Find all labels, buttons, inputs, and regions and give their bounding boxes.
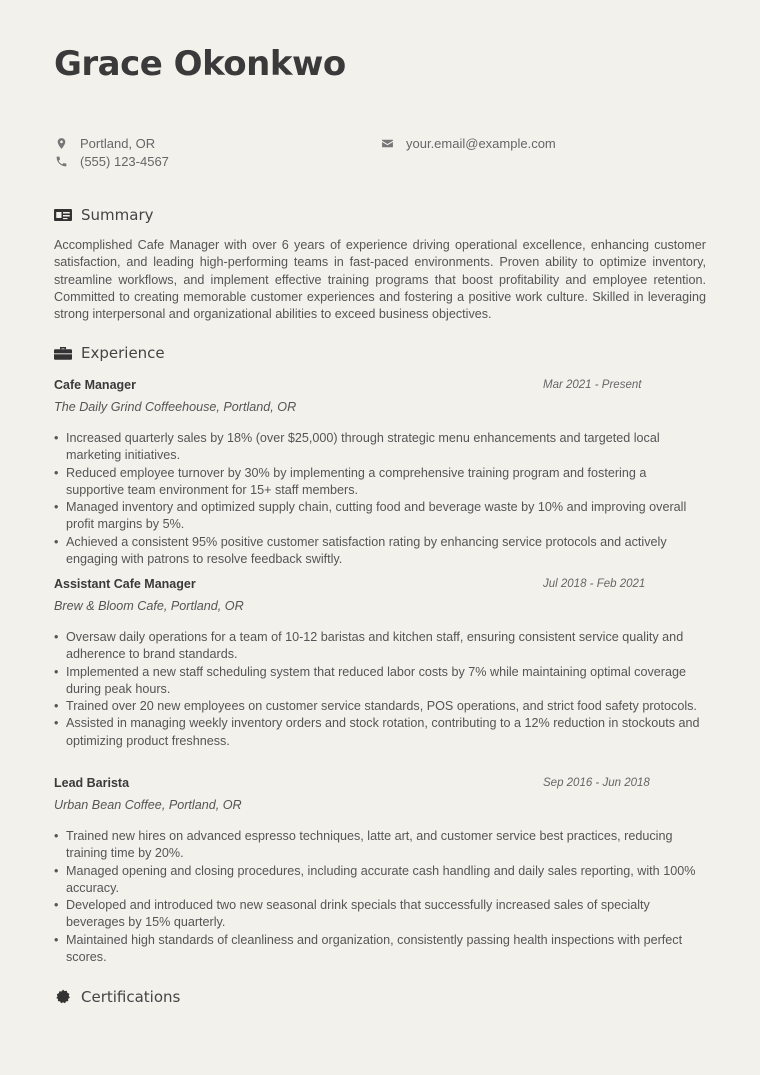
job-date: Jul 2018 - Feb 2021 xyxy=(543,578,646,590)
experience-heading xyxy=(54,344,165,362)
job-company: The Daily Grind Coffeehouse, Portland, OR xyxy=(54,400,297,414)
job-bullet: • Trained new hires on advanced espresso techniques, latte art, and customer service best practices, reducing training time by 20%. xyxy=(54,828,706,863)
location-text: Portland, OR xyxy=(80,135,156,151)
job-title: Cafe Manager xyxy=(54,378,136,392)
job-bullet: • Assisted in managing weekly inventory orders and stock rotation, contributing to a 12% reduction in stockouts and optimizing product freshness. xyxy=(54,715,706,750)
job-date: Sep 2016 - Jun 2018 xyxy=(543,777,650,789)
job-bullets xyxy=(54,430,706,568)
job-title: Lead Barista xyxy=(54,776,130,790)
job-company: Urban Bean Coffee, Portland, OR xyxy=(54,798,242,812)
id-card-icon xyxy=(54,207,72,223)
contact-location xyxy=(54,134,155,152)
envelope-icon xyxy=(380,136,394,150)
briefcase-icon xyxy=(54,345,72,361)
contact-phone xyxy=(54,152,169,170)
phone-text: (555) 123-4567 xyxy=(80,153,169,169)
job-date: Mar 2021 - Present xyxy=(543,379,642,391)
map-pin-icon xyxy=(54,136,68,150)
summary-title: Summary xyxy=(81,206,154,224)
certifications-title: Certifications xyxy=(81,988,181,1006)
summary-heading xyxy=(54,206,154,224)
job-bullet: • Increased quarterly sales by 18% (over $25,000) through strategic menu enhancements and targeted local marketing initiatives. xyxy=(54,430,706,465)
candidate-name: Grace Okonkwo xyxy=(54,44,346,84)
job-bullet: • Managed inventory and optimized supply chain, cutting food and beverage waste by 10% and improving overall profit margins by 5%. xyxy=(54,499,706,534)
contact-email xyxy=(380,134,556,152)
phone-icon xyxy=(54,154,68,168)
job-bullets xyxy=(54,828,706,966)
job-bullet: • Managed opening and closing procedures, including accurate cash handling and daily sales reporting, with 100% accuracy. xyxy=(54,863,706,898)
job-bullet: • Trained over 20 new employees on customer service standards, POS operations, and strict food safety protocols. xyxy=(54,698,706,715)
job-bullet: • Oversaw daily operations for a team of 10-12 baristas and kitchen staff, ensuring consistent service quality and adherence to brand standards. xyxy=(54,629,706,664)
badge-icon xyxy=(54,989,72,1005)
job-title: Assistant Cafe Manager xyxy=(54,577,196,591)
experience-title: Experience xyxy=(81,344,165,362)
job-bullet: • Reduced employee turnover by 30% by implementing a comprehensive training program and fostering a supportive team environment for 15+ staff members. xyxy=(54,465,706,500)
job-bullet: • Maintained high standards of cleanliness and organization, consistently passing health inspections with perfect scores. xyxy=(54,932,706,967)
job-company: Brew & Bloom Cafe, Portland, OR xyxy=(54,599,244,613)
email-link[interactable]: your.email@example.com xyxy=(406,135,556,151)
job-bullet: • Developed and introduced two new seasonal drink specials that successfully increased sales of specialty beverages by 15% quarterly. xyxy=(54,897,706,932)
certifications-heading xyxy=(54,988,180,1006)
job-bullet: • Implemented a new staff scheduling system that reduced labor costs by 7% while maintaining optimal coverage during peak hours. xyxy=(54,664,706,699)
job-bullet: • Achieved a consistent 95% positive customer satisfaction rating by enhancing service protocols and actively engaging with patrons to resolve feedback swiftly. xyxy=(54,534,706,569)
summary-text: Accomplished Cafe Manager with over 6 years of experience driving operational excellence, enhancing customer satisfaction, and leading high-performing teams in fast-paced environments. Proven ability to optimize inventory, streamline workflows, and implement effective training programs that boost profitability and employee retention. Committed to creating memorable customer experiences and fostering a positive work culture. Skilled in leveraging strong interpersonal and organizational abilities to exceed business objectives. xyxy=(54,238,706,322)
job-bullets xyxy=(54,629,706,750)
